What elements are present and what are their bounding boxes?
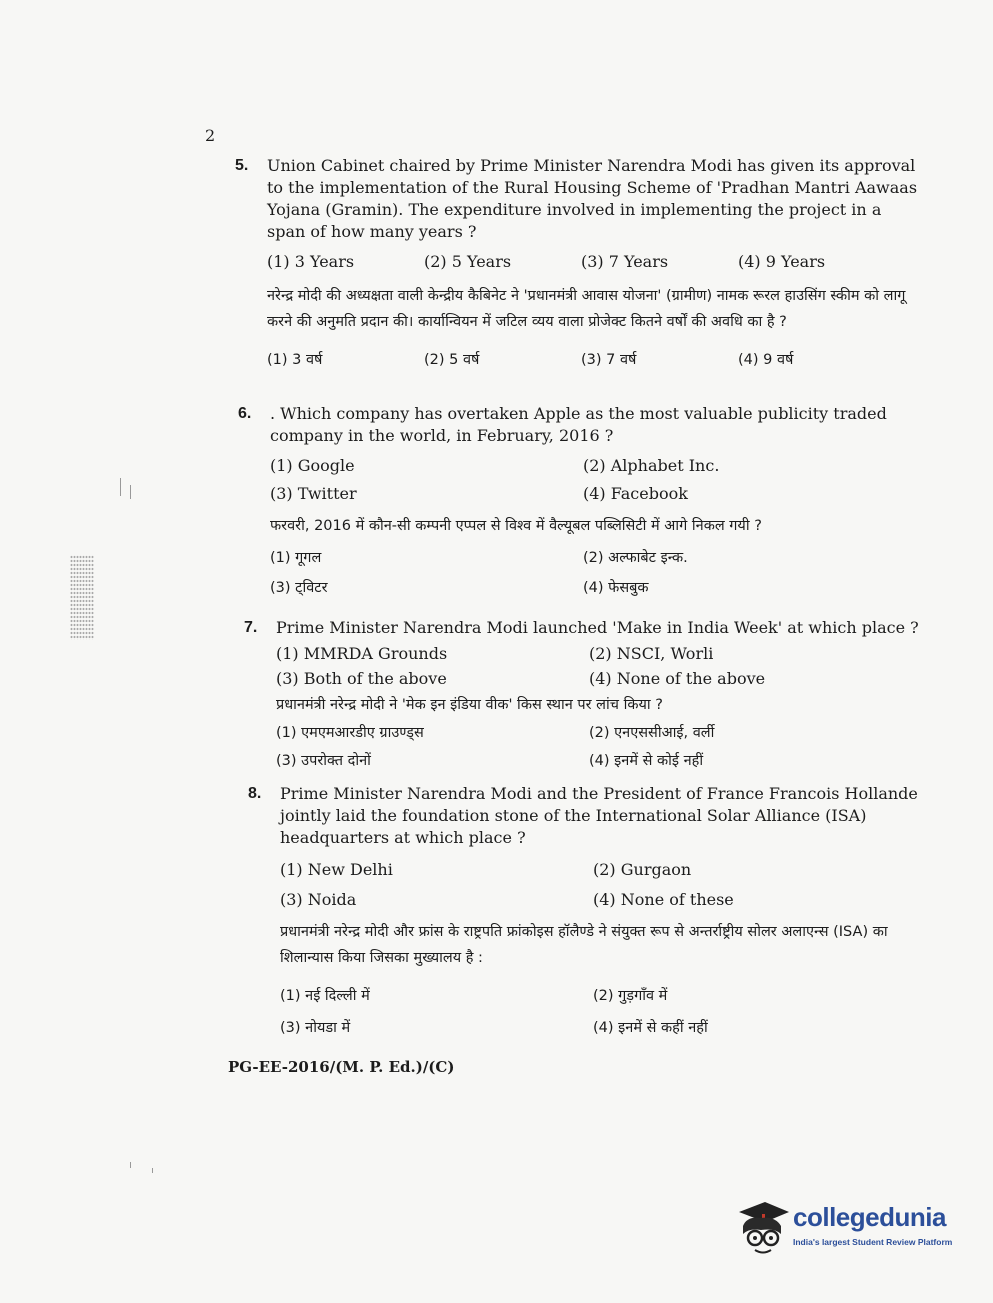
option-1: (1) नई दिल्ली में: [280, 988, 370, 1004]
option-2: (2) 5 वर्ष: [424, 352, 480, 368]
option-2: (2) एनएससीआई, वर्ली: [589, 725, 715, 741]
question-5: [235, 155, 920, 373]
option-4: (4) इनमें से कहीं नहीं: [593, 1020, 708, 1036]
question-text-english: Prime Minister Narendra Modi launched 'Make in India Week' at which place ?: [276, 618, 919, 637]
option-2: (2) गुड़गाँव में: [593, 988, 668, 1004]
question-text-english: Union Cabinet chaired by Prime Minister Narendra Modi has given its approval to the implementation of the Rural Housing Scheme of 'Pradhan Mantri Aawaas Yojana (Gramin). The expenditure involved in implementing the project in a span of how many years ?: [267, 156, 918, 241]
option-1: (1) New Delhi: [280, 860, 393, 879]
option-2: (2) 5 Years: [424, 252, 512, 271]
option-3: (3) ट्विटर: [270, 580, 328, 596]
question-text-hindi: फरवरी, 2016 में कौन-सी कम्पनी एप्पल से विश्व में वैल्यूबल पब्लिसिटी में आगे निकल गयी ?: [270, 518, 762, 534]
options-hindi: [270, 545, 920, 601]
scan-mark: [120, 478, 121, 496]
option-1: (1) गूगल: [270, 550, 322, 566]
options-hindi: [280, 983, 920, 1041]
option-4: (4) 9 Years: [738, 252, 826, 271]
paper-code-footer: PG-EE-2016/(M. P. Ed.)/(C): [228, 1058, 455, 1076]
option-1: (1) Google: [270, 456, 355, 475]
options-english: [267, 251, 920, 273]
option-4: (4) None of these: [593, 890, 734, 909]
question-text-hindi: नरेन्द्र मोदी की अध्यक्षता वाली केन्द्रीय कैबिनेट ने 'प्रधानमंत्री आवास योजना' (ग्रामीण) नामक रूरल हाउसिंग स्कीम को लागू करने की अनुमति प्रदान की। कार्यान्वियन में जटिल व्यय वाला प्रोजेक्ट कितने वर्षों की अवधि का है ?: [267, 288, 906, 330]
option-4: (4) Facebook: [583, 484, 688, 503]
option-2: (2) अल्फाबेट इन्क.: [583, 550, 688, 566]
option-3: (3) 7 Years: [581, 252, 669, 271]
option-3: (3) नोयडा में: [280, 1020, 351, 1036]
option-2: (2) Alphabet Inc.: [583, 456, 720, 475]
scan-dot-pattern: [70, 555, 94, 640]
scan-mark: [130, 1162, 131, 1168]
option-1: (1) एमएमआरडीए ग्राउण्ड्स: [276, 725, 424, 741]
option-3: (3) Twitter: [270, 484, 357, 503]
question-6: [238, 403, 920, 601]
option-4: (4) 9 वर्ष: [738, 352, 794, 368]
option-1: (1) 3 Years: [267, 252, 355, 271]
question-text-hindi: प्रधानमंत्री नरेन्द्र मोदी और फ्रांस के राष्ट्रपति फ्रांकोइस हॉलैण्डे ने संयुक्त रूप से अन्तर्राष्ट्रीय सोलर अलाएन्स (ISA) का शिलान्यास किया जिसका मुख्यालय है :: [280, 924, 888, 966]
question-number: 5.: [235, 157, 249, 174]
question-text-english: . Which company has overtaken Apple as the most valuable publicity traded company in the world, in February, 2016 ?: [270, 404, 887, 445]
option-2: (2) Gurgaon: [593, 860, 692, 879]
question-number: 8.: [248, 785, 262, 802]
options-english: [276, 643, 920, 690]
options-hindi: [276, 720, 920, 774]
option-1: (1) 3 वर्ष: [267, 352, 323, 368]
option-3: (3) 7 वर्ष: [581, 352, 637, 368]
options-english: [280, 859, 920, 911]
question-text-hindi: प्रधानमंत्री नरेन्द्र मोदी ने 'मेक इन इंडिया वीक' किस स्थान पर लांच किया ?: [276, 697, 663, 713]
logo-brand-text: collegedunia: [793, 1202, 946, 1232]
option-3: (3) Both of the above: [276, 669, 447, 688]
options-english: [270, 455, 920, 505]
options-hindi: [267, 347, 920, 373]
question-8: [248, 783, 920, 1041]
scan-mark: [130, 485, 131, 499]
page-number: 2: [205, 126, 216, 145]
option-4: (4) फेसबुक: [583, 580, 649, 596]
option-2: (2) NSCI, Worli: [589, 644, 714, 663]
question-number: 7.: [244, 619, 258, 636]
collegedunia-watermark: [735, 1200, 960, 1258]
option-1: (1) MMRDA Grounds: [276, 644, 448, 663]
question-7: [244, 617, 920, 774]
option-3: (3) उपरोक्त दोनों: [276, 753, 371, 769]
logo-tagline: India's largest Student Review Platform: [793, 1237, 953, 1247]
option-3: (3) Noida: [280, 890, 357, 909]
mascot-logo-icon: [735, 1200, 793, 1258]
option-4: (4) None of the above: [589, 669, 766, 688]
option-4: (4) इनमें से कोई नहीं: [589, 753, 704, 769]
scan-mark: [152, 1168, 153, 1173]
question-number: 6.: [238, 405, 252, 422]
question-text-english: Prime Minister Narendra Modi and the President of France Francois Hollande jointly laid the foundation stone of the International Solar Alliance (ISA) headquarters at which place ?: [280, 784, 918, 847]
